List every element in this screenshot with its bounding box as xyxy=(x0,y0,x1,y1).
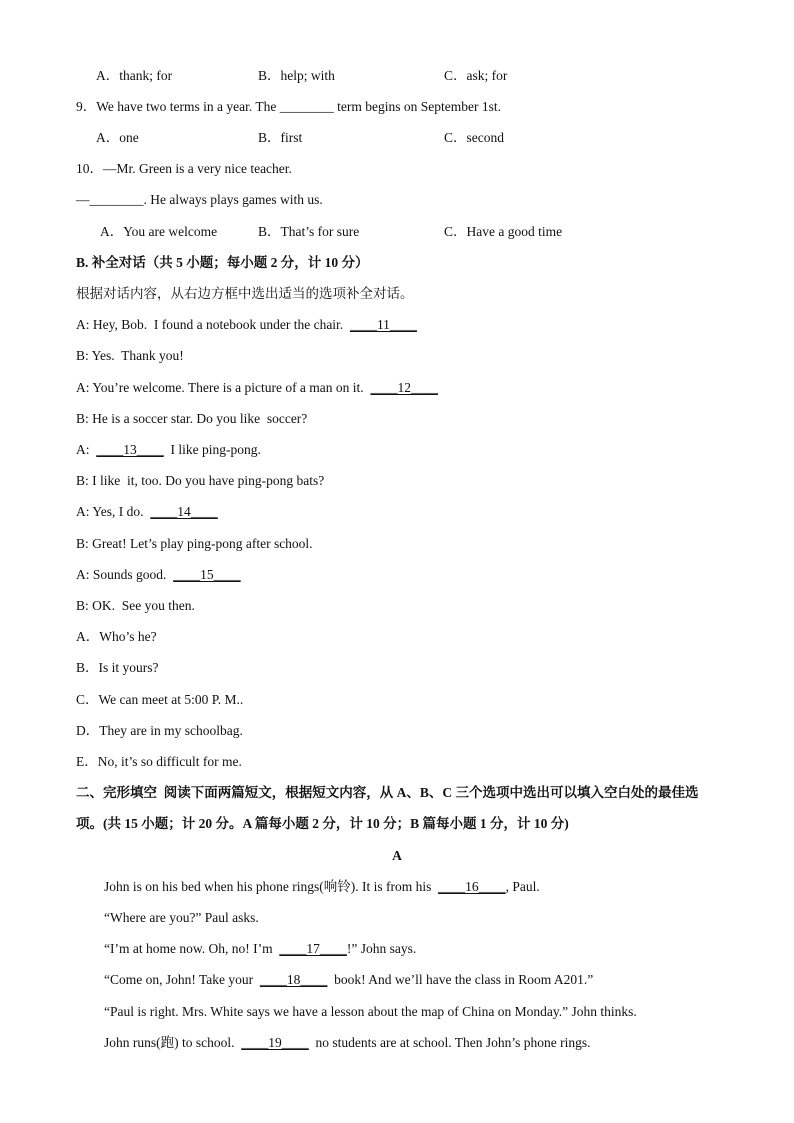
q10-option-a: A．You are welcome xyxy=(100,224,218,239)
dialogue-blank-11: ____11____ xyxy=(349,317,417,332)
dialogue-line xyxy=(76,597,195,615)
paragraph-text-after: !” John says. xyxy=(346,941,417,956)
dialogue-text: B: He is a soccer star. Do you like soccer? xyxy=(76,411,308,426)
paragraph-text: “Where are you?” Paul asks. xyxy=(104,910,259,925)
q10-dash: — xyxy=(76,192,90,207)
dialogue-line xyxy=(76,316,417,334)
dialogue-text: A: Hey, Bob. I found a notebook under the chair. xyxy=(76,317,350,332)
dialogue-line xyxy=(76,566,241,584)
section-2-title-line2: 项。(共 15 小题；计 20 分。A 篇每小题 2 分，计 10 分；B 篇每小题 1 分，计 10 分) xyxy=(76,816,569,831)
dialogue-text-after: I like ping-pong. xyxy=(163,442,261,457)
paragraph-text: “Paul is right. Mrs. White says we have a lesson about the map of China on Monday.” John thinks. xyxy=(104,1004,637,1019)
dialogue-line xyxy=(76,535,313,553)
dialogue-text: A: Sounds good. xyxy=(76,567,174,582)
paragraph-text: John is on his bed when his phone rings(响铃). It is from his xyxy=(104,879,439,894)
q10-option-b: B．That’s for sure xyxy=(258,224,360,239)
q10-blank: ________ xyxy=(89,192,144,207)
choice-item: E．No, it’s so difficult for me. xyxy=(76,754,242,769)
dialogue-blank-13: ____13____ xyxy=(96,442,164,457)
q9-option-c: C．second xyxy=(444,130,504,145)
choice-item: A．Who’s he? xyxy=(76,629,157,644)
paragraph-text-after: book! And we’ll have the class in Room A201.” xyxy=(327,972,594,987)
choice-item: D．They are in my schoolbag. xyxy=(76,723,243,738)
passage-paragraph xyxy=(104,940,416,958)
q9-text-after: term begins on September 1st. xyxy=(333,99,501,114)
passage-paragraph xyxy=(104,1034,590,1052)
dialogue-text: B: OK. See you then. xyxy=(76,598,195,613)
cloze-blank-16: ____16____ xyxy=(438,879,506,894)
passage-paragraph xyxy=(104,909,259,927)
q9-option-a: A．one xyxy=(96,130,139,145)
q10-line2 xyxy=(76,191,323,209)
paragraph-text-after: no students are at school. Then John’s phone rings. xyxy=(308,1035,591,1050)
q8-option-c: C．ask; for xyxy=(444,68,508,83)
passage-paragraph xyxy=(104,878,540,896)
cloze-blank-18: ____18____ xyxy=(259,972,328,987)
paragraph-text: John runs(跑) to school. xyxy=(104,1035,242,1050)
q8-option-b: B．help; with xyxy=(258,68,335,83)
passage-label: A xyxy=(392,848,402,863)
q9-option-b: B．first xyxy=(258,130,303,145)
dialogue-blank-14: ____14____ xyxy=(150,504,218,519)
dialogue-blank-15: ____15____ xyxy=(173,567,241,582)
passage-paragraph xyxy=(104,1003,637,1021)
paragraph-text: “Come on, John! Take your xyxy=(104,972,260,987)
choice-item: C．We can meet at 5:00 P. M.. xyxy=(76,692,244,707)
dialogue-text: A: Yes, I do. xyxy=(76,504,151,519)
dialogue-line xyxy=(76,347,184,365)
dialogue-line xyxy=(76,441,261,459)
dialogue-text: B: I like it, too. Do you have ping-pong bats? xyxy=(76,473,325,488)
q9-blank: ________ xyxy=(279,99,334,114)
dialogue-line xyxy=(76,503,218,521)
dialogue-line xyxy=(76,410,307,428)
section-b-title: B. 补全对话（共 5 小题；每小题 2 分，计 10 分） xyxy=(76,255,369,270)
cloze-blank-17: ____17____ xyxy=(279,941,347,956)
q10-option-c: C．Have a good time xyxy=(444,224,563,239)
choice-item: B．Is it yours? xyxy=(76,660,159,675)
dialogue-blank-12: ____12____ xyxy=(370,380,438,395)
paragraph-text: “I’m at home now. Oh, no! I’m xyxy=(104,941,280,956)
q9-text-before: 9．We have two terms in a year. The xyxy=(76,99,280,114)
section-b-instruction: 根据对话内容，从右边方框中选出适当的选项补全对话。 xyxy=(76,286,414,301)
passage-paragraph xyxy=(104,971,593,989)
dialogue-text: A: You’re welcome. There is a picture of a man on it. xyxy=(76,380,371,395)
q10-line2-after: . He always plays games with us. xyxy=(143,192,323,207)
dialogue-text: B: Great! Let’s play ping-pong after school. xyxy=(76,536,313,551)
section-2-title-line1: 二、完形填空 阅读下面两篇短文，根据短文内容，从 A、B、C 三个选项中选出可以填入空白处的最佳选 xyxy=(76,785,699,800)
dialogue-text: A: xyxy=(76,442,97,457)
dialogue-text: B: Yes. Thank you! xyxy=(76,348,184,363)
paragraph-text-after: , Paul. xyxy=(505,879,540,894)
q8-option-a: A．thank; for xyxy=(96,68,173,83)
dialogue-line xyxy=(76,472,324,490)
q9-stem xyxy=(76,98,501,116)
cloze-blank-19: ____19____ xyxy=(241,1035,309,1050)
q10-line1: 10．—Mr. Green is a very nice teacher. xyxy=(76,161,292,176)
dialogue-line xyxy=(76,379,438,397)
